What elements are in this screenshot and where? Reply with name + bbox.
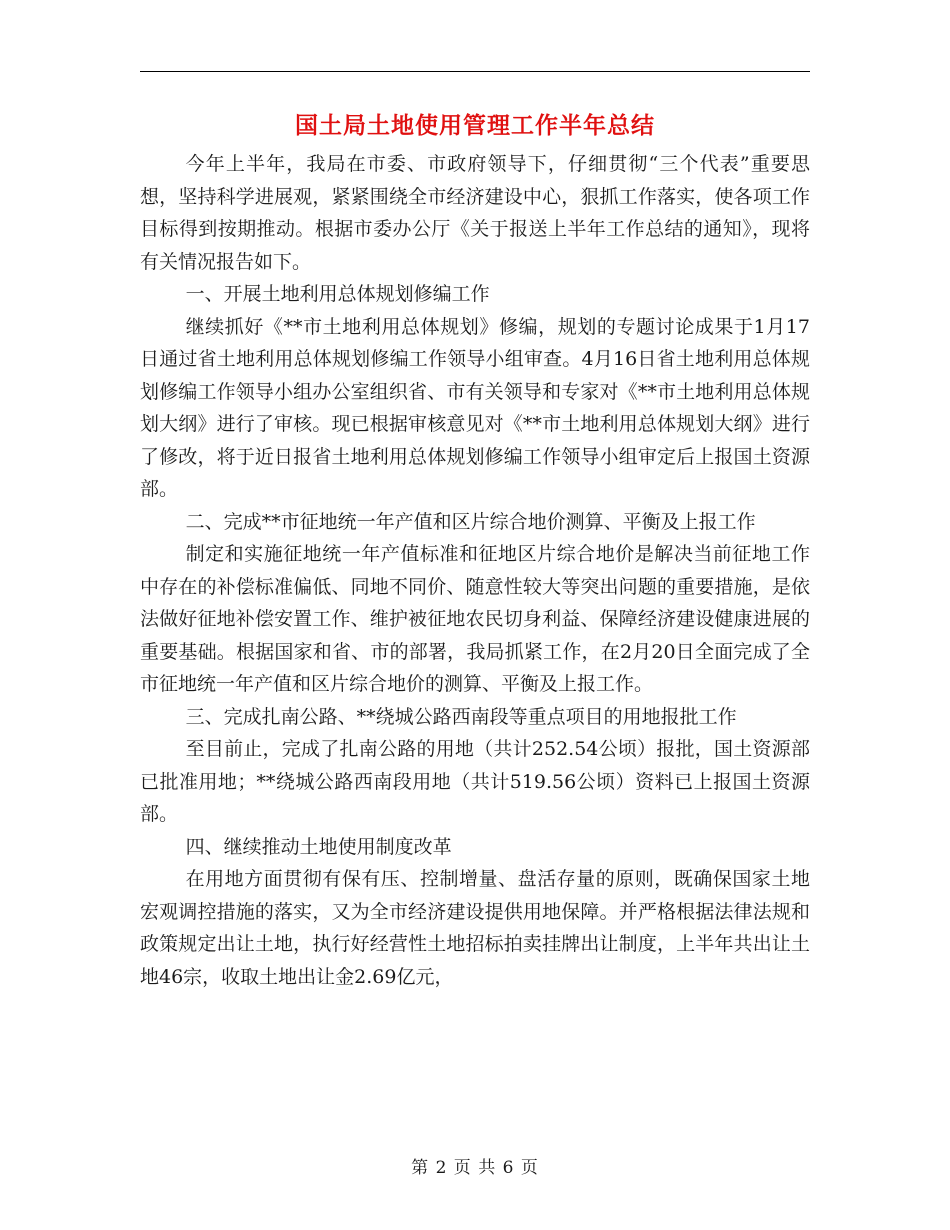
section-heading-1: 一、开展土地利用总体规划修编工作 [185,283,490,305]
paragraph-section-4: 在用地方面贯彻有保有压、控制增量、盘活存量的原则，既确保国家土地宏观调控措施的落实，又为全市经济建设提供用地保障。并严格根据法律法规和政策规定出让土地，执行好经营性土地招标拍卖挂牌出让制度，上半年共出让土地46宗，收取土地出让金2.69亿元， [140,868,810,988]
document-title: 国土局土地使用管理工作半年总结 [295,112,655,139]
header-rule [140,71,810,72]
section-heading-3: 三、完成扎南公路、**绕城公路西南段等重点项目的用地报批工作 [185,705,737,728]
paragraph-section-1: 继续抓好《**市土地利用总体规划》修编，规划的专题讨论成果于1月17日通过省土地利用总体规划修编工作领导小组审查。4月16日省土地利用总体规划修编工作领导小组办公室组织省、市有关领导和专家对《**市土地利用总体规划大纲》进行了审核。现已根据审核意见对《**市土地利用总体规划大纲》进行了修改，将于近日报省土地利用总体规划修编工作领导小组审定后上报国土资源部。 [140,315,810,500]
paragraph-section-2: 制定和实施征地统一年产值标准和征地区片综合地价是解决当前征地工作中存在的补偿标准偏低、同地不同价、随意性较大等突出问题的重要措施，是依法做好征地补偿安置工作、维护被征地农民切身利益、保障经济建设健康进展的重要基础。根据国家和省、市的部署，我局抓紧工作，在2月20日全面完成了全市征地统一年产值和区片综合地价的测算、平衡及上报工作。 [140,543,810,695]
paragraph-section-3: 至目前止，完成了扎南公路的用地（共计252.54公顷）报批，国土资源部已批准用地；**绕城公路西南段用地（共计519.56公顷）资料已上报国土资源部。 [140,738,810,825]
document-body [140,148,810,993]
section-heading-2: 二、完成**市征地统一年产值和区片综合地价测算、平衡及上报工作 [185,510,756,533]
page-number: 第 2 页 共 6 页 [411,1158,539,1178]
paragraph-intro: 今年上半年，我局在市委、市政府领导下，仔细贯彻“三个代表”重要思想，坚持科学进展观，紧紧围绕全市经济建设中心，狠抓工作落实，使各项工作目标得到按期推动。根据市委办公厅《关于报送上半年工作总结的通知》，现将有关情况报告如下。 [140,153,810,273]
section-heading-4: 四、继续推动土地使用制度改革 [185,835,452,858]
